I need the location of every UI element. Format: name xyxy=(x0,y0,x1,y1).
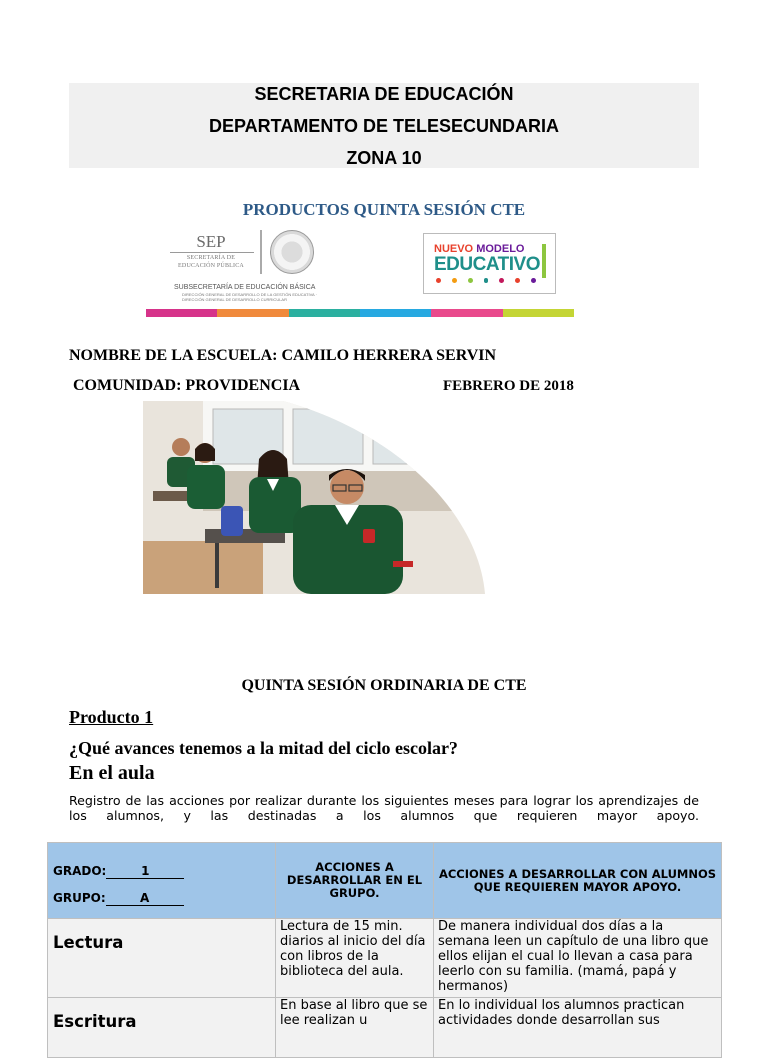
support-actions-cell xyxy=(434,998,722,1058)
grade-line xyxy=(48,864,275,879)
products-title: PRODUCTOS QUINTA SESIÓN CTE xyxy=(242,200,526,219)
group-actions-cell xyxy=(276,998,434,1058)
group-actions-text: Lectura de 15 min. diarios al inicio del día con libros de la biblioteca del aula. xyxy=(280,919,426,979)
nuevo-modelo-educativo-logo xyxy=(423,233,556,294)
table-row xyxy=(48,919,722,998)
nme-logo-dot xyxy=(484,278,489,283)
grade-value: 1 xyxy=(106,864,184,879)
support-actions-text: De manera individual dos días a la semana leen un capítulo de una libro que ellos elijan el cual lo llevan a casa para leerlo con su familia. (mamá, papá y hermanos) xyxy=(438,919,709,994)
sep-logo-divider xyxy=(260,230,262,274)
group-actions-cell xyxy=(276,919,434,998)
nme-logo-dot xyxy=(452,278,457,283)
color-strip-segment xyxy=(503,309,574,317)
header-secretaria: SECRETARIA DE EDUCACIÓN xyxy=(254,84,514,104)
support-actions-cell xyxy=(434,919,722,998)
grade-label: GRADO: xyxy=(53,863,107,878)
row-label-cell xyxy=(48,998,276,1058)
nme-logo-dot xyxy=(499,278,504,283)
question-heading: ¿Qué avances tenemos a la mitad del ciclo escolar? xyxy=(69,738,458,758)
product-title: Producto 1 xyxy=(69,707,154,727)
school-name: NOMBRE DE LA ESCUELA: CAMILO HERRERA SERVIN xyxy=(69,347,497,364)
sep-logo-name: SEP xyxy=(196,232,226,251)
row-label-cell xyxy=(48,919,276,998)
sep-logo-rule xyxy=(170,252,254,253)
color-strip-segment xyxy=(217,309,288,317)
nme-logo-dot xyxy=(531,278,536,283)
color-strip-segment xyxy=(360,309,431,317)
nme-logo-dots xyxy=(436,278,536,284)
grade-group-cell xyxy=(48,843,276,919)
classroom-photo xyxy=(143,401,485,594)
national-seal-icon xyxy=(270,230,314,274)
nme-logo-modelo: MODELO xyxy=(476,243,525,255)
nme-logo-bar xyxy=(542,244,546,278)
header-zona: ZONA 10 xyxy=(346,148,422,168)
group-line xyxy=(48,891,275,906)
support-actions-header-text: ACCIONES A DESARROLLAR CON ALUMNOS QUE REQUIEREN MAYOR APOYO. xyxy=(438,866,717,894)
color-strip xyxy=(146,309,574,317)
school-date: FEBRERO DE 2018 xyxy=(443,378,574,394)
actions-table xyxy=(47,842,722,1058)
nme-logo-educativo: EDUCATIVO xyxy=(434,254,540,275)
group-value: A xyxy=(106,891,184,906)
group-label: GRUPO: xyxy=(53,890,106,905)
sep-logo-subsecretaria: SUBSECRETARÍA DE EDUCACIÓN BÁSICA xyxy=(174,284,316,291)
nme-logo-nuevo: NUEVO xyxy=(434,243,474,255)
nme-logo-dot xyxy=(436,278,441,283)
row-label: Escritura xyxy=(53,1012,137,1031)
row-label: Lectura xyxy=(53,933,124,952)
school-community: COMUNIDAD: PROVIDENCIA xyxy=(73,377,301,394)
sep-logo xyxy=(168,228,318,300)
group-actions-text: En base al libro que se lee realizan u xyxy=(280,998,428,1028)
nme-logo-dot xyxy=(515,278,520,283)
table-row xyxy=(48,998,722,1058)
color-strip-segment xyxy=(431,309,502,317)
color-strip-segment xyxy=(146,309,217,317)
session-title: QUINTA SESIÓN ORDINARIA DE CTE xyxy=(241,677,527,694)
table-header-row xyxy=(48,843,722,919)
nme-logo-dot xyxy=(468,278,473,283)
intro-paragraph: Registro de las acciones por realizar durante los siguientes meses para lograr los aprendizajes de los alumnos, y las destinadas a los alumnos que requieren mayor apoyo. xyxy=(69,793,699,823)
header-departamento: DEPARTAMENTO DE TELESECUNDARIA xyxy=(208,116,559,136)
group-actions-header xyxy=(276,843,434,919)
sep-logo-direccion: DIRECCIÓN GENERAL DE DESARROLLO DE LA GESTIÓN EDUCATIVA · DIRECCIÓN GENERAL DE DESARROLLO CURRICULAR xyxy=(182,292,317,302)
sep-logo-subtitle-1: SECRETARÍA DE xyxy=(186,255,236,261)
aula-heading: En el aula xyxy=(69,762,155,784)
group-actions-header-text: ACCIONES A DESARROLLAR EN EL GRUPO. xyxy=(286,860,423,900)
support-actions-text: En lo individual los alumnos practican actividades donde desarrollan sus xyxy=(438,998,685,1028)
color-strip-segment xyxy=(289,309,360,317)
support-actions-header xyxy=(434,843,722,919)
sep-logo-subtitle-2: EDUCACIÓN PÚBLICA xyxy=(178,263,244,269)
